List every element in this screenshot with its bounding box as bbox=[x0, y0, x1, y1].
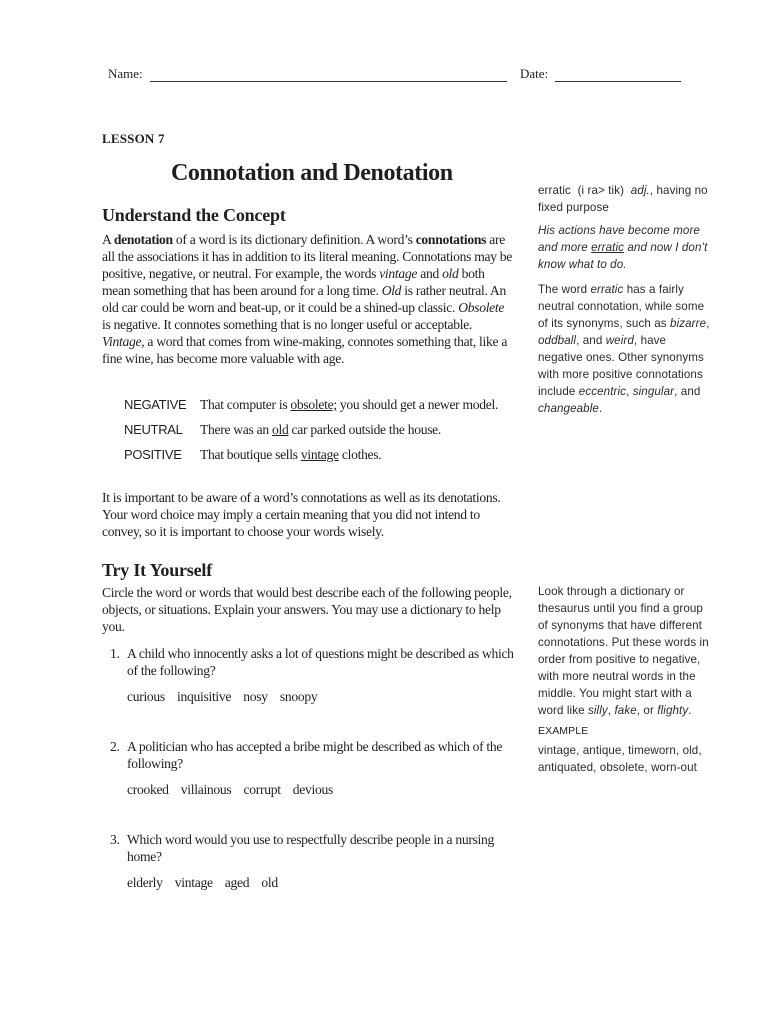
page-title: Connotation and Denotation bbox=[171, 160, 453, 186]
denotation-term: denotation bbox=[113, 232, 173, 247]
connotations-term: connotations bbox=[415, 232, 487, 247]
example-label-negative: NEGATIVE bbox=[124, 397, 187, 412]
example-word-list: vintage, antique, timeworn, old, antiquated, obsolete, worn-out bbox=[538, 744, 702, 774]
activity-tip: Look through a dictionary or thesaurus until you find a group of synonyms that have different connotations. Put these words in order from positive to negative, with more neutral words in the middle. You might start with a word like silly, fake, or flighty. bbox=[538, 585, 709, 717]
header-fields bbox=[108, 66, 683, 88]
example-text-neutral: There was an old car parked outside the house. bbox=[200, 422, 442, 437]
question-number: 3. bbox=[110, 832, 120, 847]
answer-option[interactable]: vintage bbox=[174, 875, 213, 890]
pronunciation: (i ra> tik) bbox=[577, 184, 625, 197]
answer-option[interactable]: villainous bbox=[180, 782, 232, 797]
connotation-examples bbox=[124, 396, 514, 471]
example-row-positive bbox=[124, 446, 514, 463]
question-text: Which word would you use to respectfully describe people in a nursing home? bbox=[127, 832, 495, 864]
vocab-word: erratic bbox=[538, 184, 571, 197]
example-row-negative bbox=[124, 396, 514, 413]
answer-option[interactable]: snoopy bbox=[279, 689, 318, 704]
question-1 bbox=[110, 645, 514, 705]
example-text-negative: That computer is obsolete; you should get a newer model. bbox=[200, 397, 499, 412]
question-2 bbox=[110, 738, 514, 798]
answer-options bbox=[127, 874, 514, 891]
answer-option[interactable]: devious bbox=[292, 782, 333, 797]
question-text: A politician who has accepted a bribe might be described as which of the following? bbox=[127, 739, 503, 771]
understand-heading: Understand the Concept bbox=[102, 205, 286, 225]
example-text-positive: That boutique sells vintage clothes. bbox=[200, 447, 382, 462]
example-label: EXAMPLE bbox=[538, 725, 589, 737]
intro-paragraph: A denotation of a word is its dictionary definition. A word’s connotations are all the associations it has in addition to its literal meaning. Connotations may be positive, negative, or neutral. For example, the words vintage and old both mean something that has been around for a long time. Old is rather neutral. An old car could be worn and beat-up, or it could be a shined-up classic. Obsolete is negative. It connotes something that is no longer useful or acceptable. Vintage, a word that comes from wine-making, connotes something that, like a fine wine, has become more valuable with age. bbox=[102, 232, 513, 366]
answer-option[interactable]: elderly bbox=[127, 875, 163, 890]
try-heading: Try It Yourself bbox=[102, 560, 212, 580]
answer-option[interactable]: old bbox=[261, 875, 278, 890]
answer-option[interactable]: nosy bbox=[243, 689, 268, 704]
answer-option[interactable]: inquisitive bbox=[177, 689, 232, 704]
question-number: 1. bbox=[110, 646, 120, 661]
part-of-speech: adj. bbox=[630, 184, 650, 197]
lesson-label: LESSON 7 bbox=[102, 131, 165, 146]
date-blank-line[interactable] bbox=[555, 81, 681, 82]
vocab-connotation-note: The word erratic has a fairly neutral connotation, while some of its synonyms, such as bizarre, oddball, and weird, have negative ones. Other synonyms with more positive connotations include eccentric, singular, and changeable. bbox=[538, 283, 710, 415]
question-number: 2. bbox=[110, 739, 120, 754]
question-3 bbox=[110, 831, 514, 891]
example-label-neutral: NEUTRAL bbox=[124, 422, 183, 437]
answer-option[interactable]: corrupt bbox=[243, 782, 281, 797]
name-blank-line[interactable] bbox=[150, 81, 507, 82]
answer-option[interactable]: curious bbox=[127, 689, 165, 704]
example-row-neutral bbox=[124, 421, 514, 438]
vocab-example-sentence: His actions have become more and more erratic and now I don’t know what to do. bbox=[538, 224, 708, 271]
question-text: A child who innocently asks a lot of questions might be described as which of the following? bbox=[127, 646, 514, 678]
answer-option[interactable]: aged bbox=[224, 875, 250, 890]
try-instructions: Circle the word or words that would best describe each of the following people, objects, or situations. Explain your answers. You may use a dictionary to help you. bbox=[102, 585, 512, 634]
vocab-definition: erratic (i ra> tik) adj., having no fixed purpose bbox=[538, 184, 708, 214]
date-label: Date: bbox=[520, 66, 549, 81]
example-label-positive: POSITIVE bbox=[124, 447, 182, 462]
answer-options bbox=[127, 781, 514, 798]
name-label: Name: bbox=[108, 66, 143, 81]
important-paragraph: It is important to be aware of a word’s connotations as well as its denotations. Your word choice may imply a certain meaning that you did not intend to convey, so it is important to choose your words wisely. bbox=[102, 490, 501, 539]
answer-options bbox=[127, 688, 514, 705]
answer-option[interactable]: crooked bbox=[127, 782, 169, 797]
